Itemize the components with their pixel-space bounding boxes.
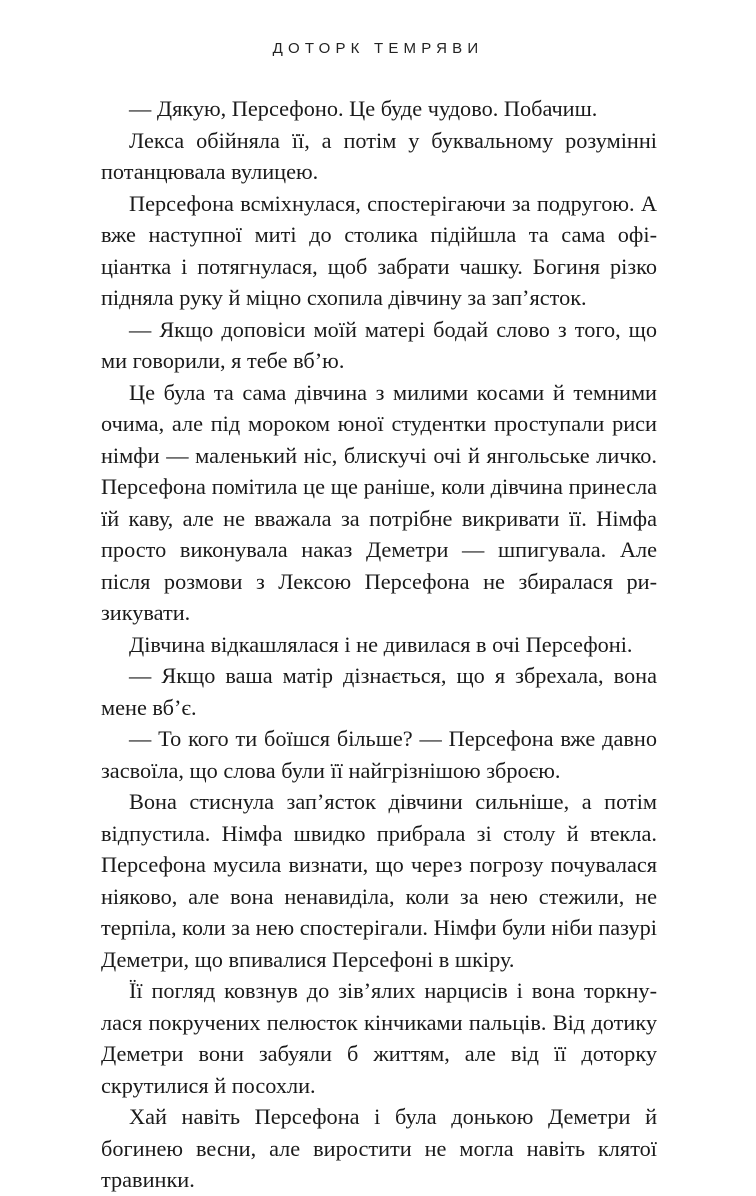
paragraph-11: Хай навіть Персефона і була донькою Деметри й богинею весни, але виростити не могла навіть клятої травинки. <box>101 1104 657 1192</box>
body-text <box>101 93 657 1196</box>
paragraph-4: — Якщо доповіси моїй матері бодай слово з того, що ми говорили, я тебе вб’ю. <box>101 316 657 373</box>
paragraph-7: — Якщо ваша матір дізнається, що я збрехала, вона мене вб’є. <box>101 663 657 720</box>
paragraph-3: Персефона всміхнулася, спостерігаючи за подругою. А вже наступної миті до столика підійшла та сама офіціантка і потягнулася, щоб забрати чашку. Богиня різко підняла руку й міцно схопила дівчину за зап’ясток. <box>101 190 657 310</box>
paragraph-10: Її погляд ковзнув до зів’ялих нарцисів і вона торкнулася покручених пелюсток кінчиками пальців. Від дотику Деметри вони забуяли б життям, але від її доторку скрутилися й посохли. <box>101 978 657 1098</box>
paragraph-6: Дівчина відкашлялася і не дивилася в очі Персефоні. <box>129 631 633 657</box>
paragraph-8: — То кого ти боїшся більше? — Персефона вже давно засвоїла, що слова були її найгрізнішою зброєю. <box>101 726 657 783</box>
paragraph-2: Лекса обійняла її, а потім у буквальному розумінні потанцювала вулицею. <box>101 127 657 184</box>
paragraph-1: — Дякую, Персефоно. Це буде чудово. Побачиш. <box>129 96 598 121</box>
running-head: ДОТОРК ТЕМРЯВИ <box>272 40 484 57</box>
paragraph-5: Це була та сама дівчина з милими косами й темними очима, але під мороком юної студентки проступали риси німфи — маленький ніс, блискучі очі й янгольське личко. Персефона помітила це ще раніше, коли дівчина принесла їй каву, але не вважала за потрібне викривати її. Німфа просто виконувала наказ Деметри — шпигувала. Але після розмови з Лексою Персефона не збиралася ризикувати. <box>101 379 657 625</box>
paragraph-9: Вона стиснула зап’ясток дівчини сильніше, а потім відпустила. Німфа швидко прибрала зі столу й втекла. Персефона мусила визнати, що через погрозу почувалася ніяково, але вона ненавиділа, коли за нею стежили, не терпіла, коли за нею спостерігали. Німфи були ніби пазурі Деметри, що впивалися Персефоні в шкіру. <box>101 789 657 972</box>
